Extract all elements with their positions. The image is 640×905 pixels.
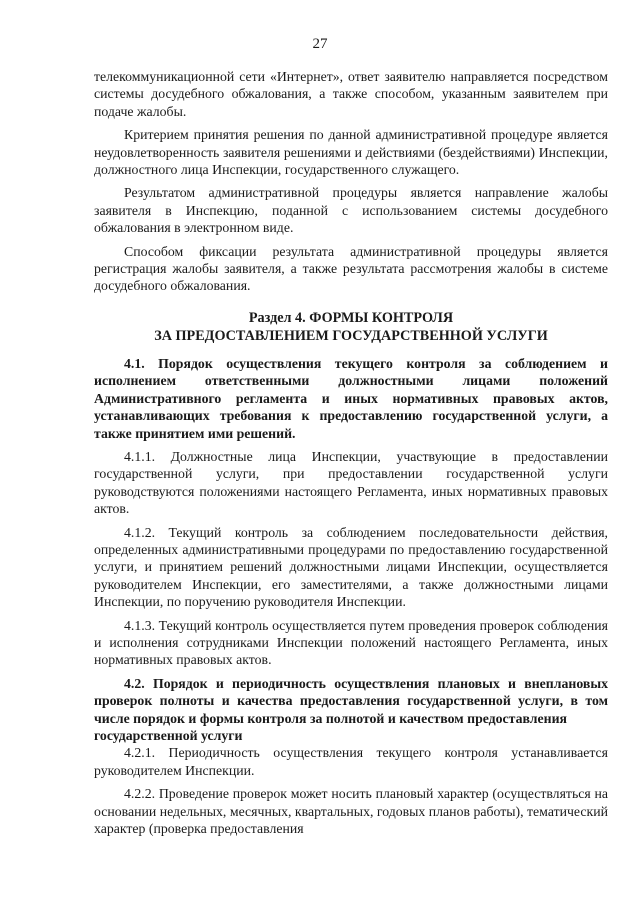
paragraph-result: Результатом административной процедуры является направление жалобы заявителя в Инспекцию, поданной с использованием системы досудебного обжалования в электронном виде. (94, 185, 608, 236)
subsection-4-2-heading-tail: государственной услуги (94, 728, 243, 743)
subsection-4-1-heading: 4.1. Порядок осуществления текущего контроля за соблюдением и исполнением ответственными должностными лицами положений Административного регламента и иных нормативных правовых актов, устанавливающих требования к предоставлению государственной услуги, а также принятием ими решений. (94, 355, 608, 441)
paragraph-continued: телекоммуникационной сети «Интернет», ответ заявителю направляется посредством системы досудебного обжалования, а также способом, указанным заявителем при подаче жалобы. (94, 69, 608, 119)
section-title-line1: Раздел 4. ФОРМЫ КОНТРОЛЯ (248, 309, 454, 326)
paragraph-4-1-1: 4.1.1. Должностные лица Инспекции, участвующие в предоставлении государственной услуги, при предоставлении государственной услуги руководствуются положениями настоящего Регламента, иных нормативных правовых актов. (94, 448, 608, 517)
paragraph-4-2-1: 4.2.1. Периодичность осуществления текущего контроля устанавливается руководителем Инспекции. (94, 745, 608, 778)
paragraph-criterion: Критерием принятия решения по данной административной процедуре является неудовлетворенность заявителя решениями и действиями (бездействиями) Инспекции, должностного лица Инспекции, государственного служащего. (94, 127, 608, 178)
document-body (94, 68, 608, 843)
subsection-4-2-heading: 4.2. Порядок и периодичность осуществления плановых и внеплановых проверок полноты и качества предоставления государственной услуги, в том числе порядок и формы контроля за полнотой и качеством предоставления (94, 675, 608, 726)
paragraph-4-2-2: 4.2.2. Проведение проверок может носить плановый характер (осуществляться на основании недельных, месячных, квартальных, годовых планов работы), тематический характер (проверка предоставления (94, 786, 608, 837)
paragraph-4-1-2: 4.1.2. Текущий контроль за соблюдением последовательности действия, определенных административными процедурами по предоставлению государственной услуги, и принятием решений должностными лицами Инспекции, осуществляется руководителем Инспекции, его заместителями, а также должностными лицами Инспекции, по поручению руководителя Инспекции. (94, 524, 608, 610)
paragraph-4-1-3: 4.1.3. Текущий контроль осуществляется путем проведения проверок соблюдения и исполнения сотрудниками Инспекции положений настоящего Регламента, иных нормативных правовых актов. (94, 617, 608, 668)
page-number: 27 (312, 36, 328, 52)
section-title (94, 309, 608, 345)
section-title-line2: ЗА ПРЕДОСТАВЛЕНИЕМ ГОСУДАРСТВЕННОЙ УСЛУГИ (154, 327, 548, 344)
paragraph-fixation: Способом фиксации результата административной процедуры является регистрация жалобы заявителя, а также результата рассмотрения жалобы в системе досудебного обжалования. (94, 243, 608, 294)
